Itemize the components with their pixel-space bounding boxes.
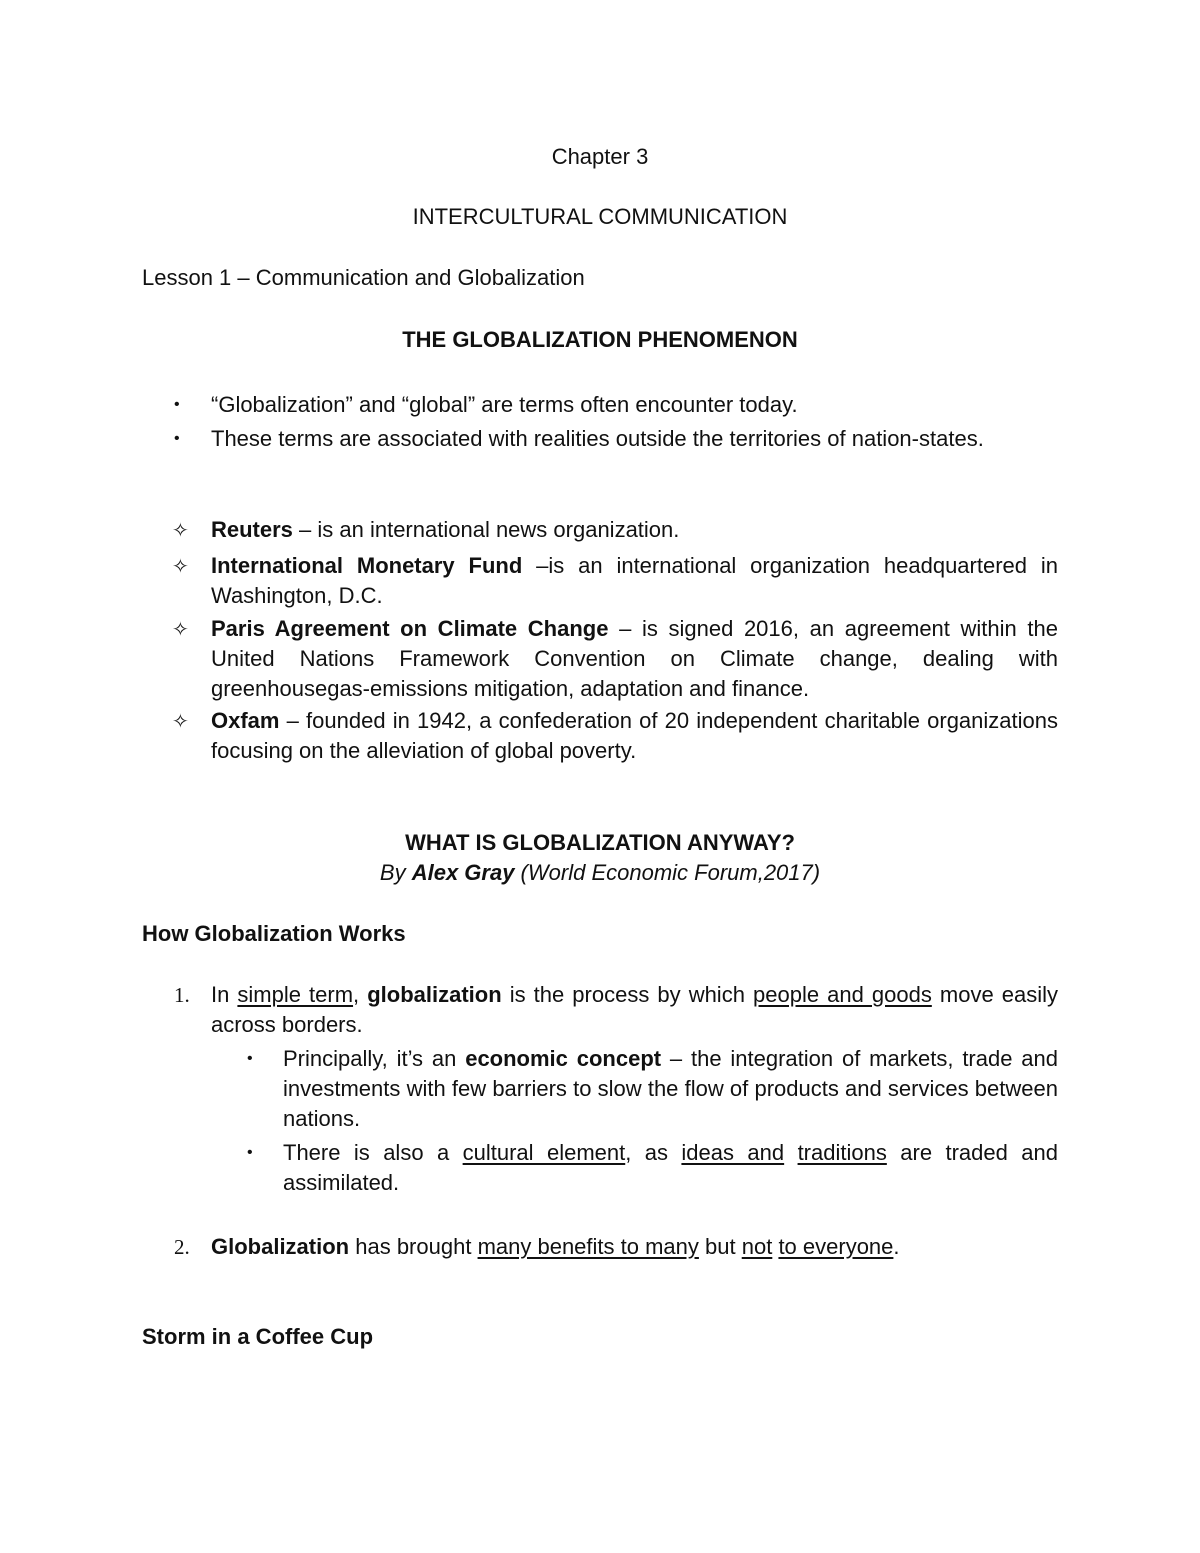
org-term: Oxfam bbox=[211, 708, 280, 733]
sub-bullet-icon: • bbox=[247, 1144, 253, 1161]
text-run bbox=[784, 1140, 797, 1165]
org-item-reuters bbox=[211, 515, 679, 545]
section-heading-what-is-globalization: WHAT IS GLOBALIZATION ANYWAY? bbox=[405, 830, 795, 855]
underlined-term: people and goods bbox=[753, 982, 932, 1007]
sub-item-cultural-element bbox=[283, 1138, 1058, 1198]
underlined-term: traditions bbox=[797, 1140, 887, 1165]
text-run: Principally, it’s an bbox=[283, 1046, 466, 1071]
list-number: 2. bbox=[174, 1235, 190, 1259]
numbered-item-2 bbox=[211, 1232, 900, 1262]
text-run: is the process by which bbox=[501, 982, 753, 1007]
text-run: – the integration of markets, trade and investments with few barriers to slow the flow of products and services between nations. bbox=[283, 1046, 1058, 1131]
underlined-term: many benefits to many bbox=[477, 1234, 699, 1259]
byline-author: Alex Gray bbox=[411, 860, 515, 885]
underlined-term: not bbox=[741, 1234, 773, 1259]
text-run: There is also a bbox=[283, 1140, 463, 1165]
bold-term: Globalization bbox=[211, 1234, 350, 1259]
text-run: . bbox=[893, 1234, 900, 1259]
text-run: but bbox=[698, 1234, 742, 1259]
underlined-term: simple term bbox=[237, 982, 354, 1007]
text-run: move easily across borders. bbox=[211, 982, 1058, 1037]
bullet-text: These terms are associated with realities outside the territories of nation-states. bbox=[211, 426, 984, 451]
text-run: , bbox=[353, 982, 368, 1007]
underlined-term: ideas and bbox=[681, 1140, 785, 1165]
bullet-icon: • bbox=[174, 396, 180, 413]
text-run: are traded and assimilated. bbox=[283, 1140, 1058, 1195]
lesson-title: Lesson 1 – Communication and Globalization bbox=[142, 265, 585, 290]
subheading-storm-in-a-coffee-cup: Storm in a Coffee Cup bbox=[142, 1324, 374, 1349]
diamond-bullet-icon: ✧ bbox=[172, 518, 189, 542]
list-number: 1. bbox=[174, 983, 190, 1007]
byline-prefix: By bbox=[379, 860, 412, 885]
org-description: –is an international organization headquartered in Washington, D.C. bbox=[211, 553, 1058, 608]
text-run: has brought bbox=[349, 1234, 478, 1259]
bold-term: globalization bbox=[367, 982, 502, 1007]
bullet-text: “Globalization” and “global” are terms often encounter today. bbox=[211, 392, 798, 417]
diamond-bullet-icon: ✧ bbox=[172, 617, 189, 641]
sub-bullet-icon: • bbox=[247, 1050, 253, 1067]
underlined-term: cultural element bbox=[462, 1140, 626, 1165]
course-title: INTERCULTURAL COMMUNICATION bbox=[412, 204, 788, 229]
byline bbox=[0, 858, 1200, 888]
org-description: – is signed 2016, an agreement within the United Nations Framework Convention on Climate change, dealing with greenhousegas-emissions mitigation, adaptation and finance. bbox=[211, 616, 1058, 701]
text-run: In bbox=[211, 982, 238, 1007]
byline-source: (World Economic Forum,2017) bbox=[514, 860, 821, 885]
org-item-oxfam bbox=[211, 706, 1058, 766]
sub-item-economic-concept bbox=[283, 1044, 1058, 1134]
numbered-item-1 bbox=[211, 980, 1058, 1040]
subheading-how-globalization-works: How Globalization Works bbox=[142, 921, 406, 946]
underlined-term: to everyone bbox=[778, 1234, 894, 1259]
diamond-bullet-icon: ✧ bbox=[172, 554, 189, 578]
text-run: , as bbox=[625, 1140, 682, 1165]
org-description: – is an international news organization. bbox=[292, 517, 680, 542]
org-description: – founded in 1942, a confederation of 20 independent charitable organizations focusing on the alleviation of global poverty. bbox=[211, 708, 1058, 763]
org-item-imf bbox=[211, 551, 1058, 611]
section-heading-globalization-phenomenon: THE GLOBALIZATION PHENOMENON bbox=[402, 327, 798, 352]
bold-term: economic concept bbox=[465, 1046, 662, 1071]
diamond-bullet-icon: ✧ bbox=[172, 709, 189, 733]
chapter-label: Chapter 3 bbox=[551, 144, 649, 169]
org-term: Paris Agreement on Climate Change bbox=[211, 616, 609, 641]
org-term: International Monetary Fund bbox=[211, 553, 523, 578]
bullet-icon: • bbox=[174, 430, 180, 447]
org-item-paris-agreement bbox=[211, 614, 1058, 704]
org-term: Reuters bbox=[211, 517, 293, 542]
